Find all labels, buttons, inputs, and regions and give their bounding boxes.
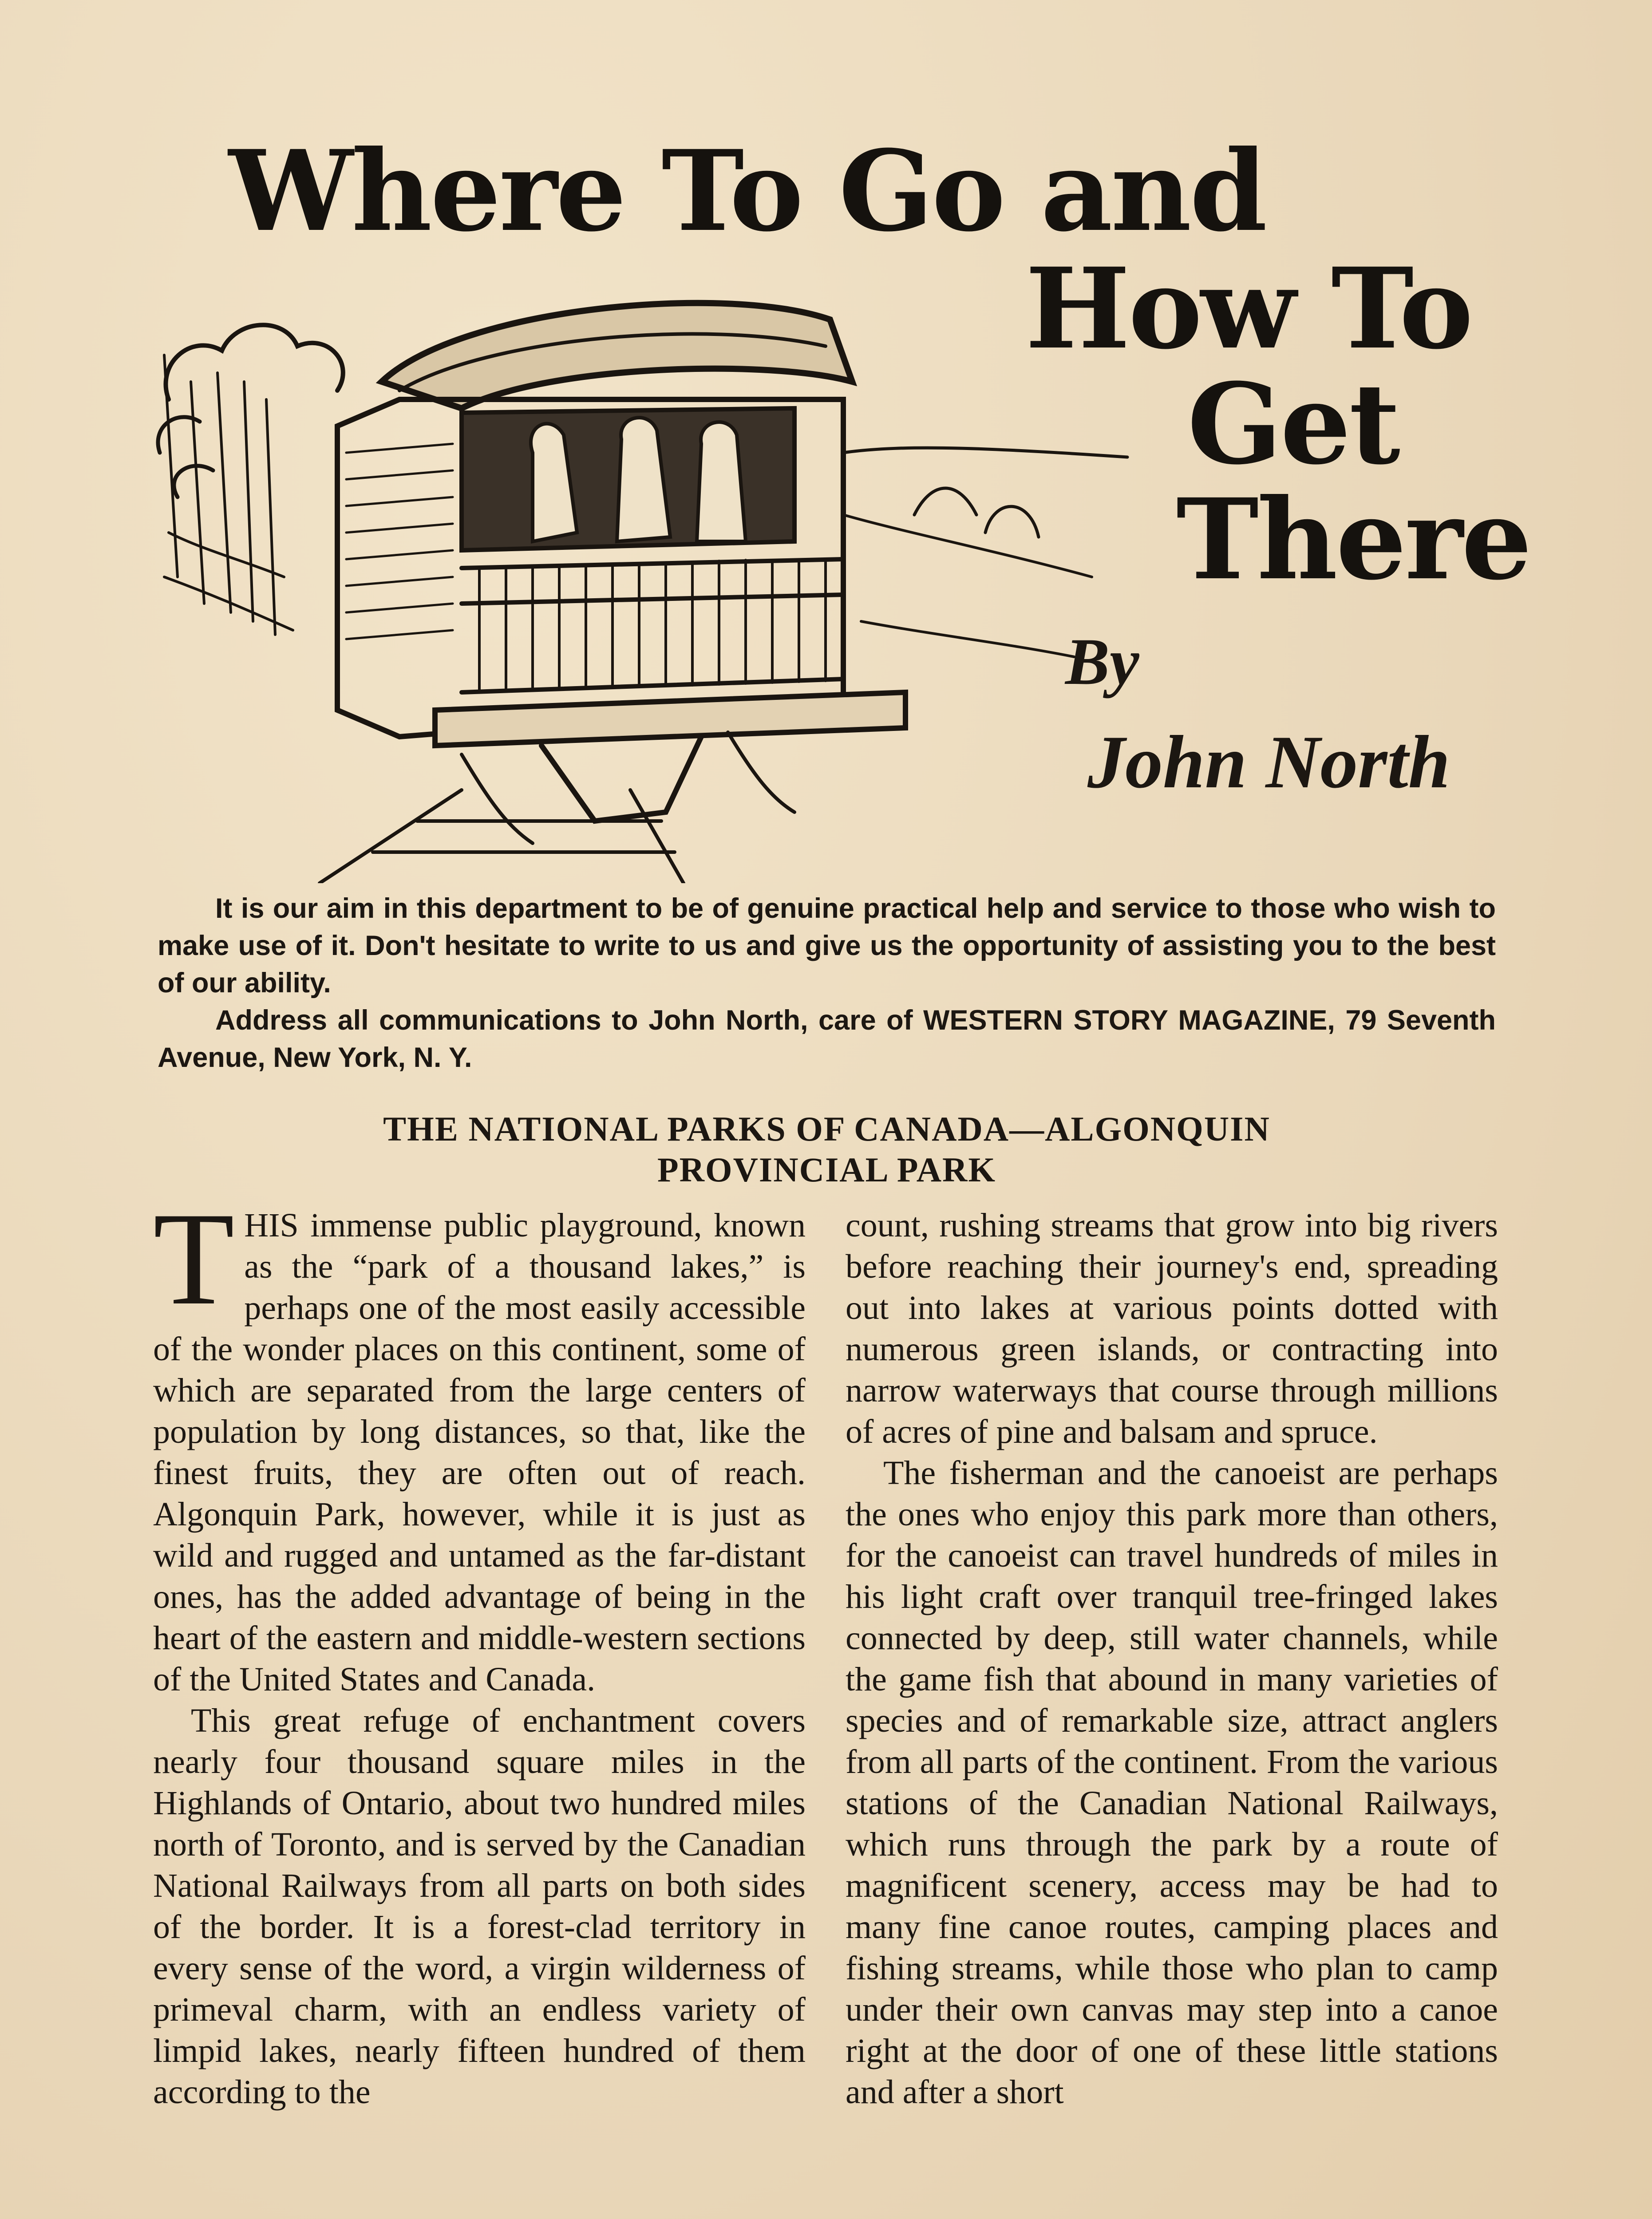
article-title-line-2: PROVINCIAL PARK	[657, 1150, 996, 1189]
article-paragraph-3: count, rushing streams that grow into big rivers before reaching their journey's end, spreading out into lakes at various points dotted with numerous green islands, or contracting into narrow waterways that course through millions of acres of pine and balsam and spruce.	[846, 1207, 1498, 1450]
article-paragraph-2: This great refuge of enchantment covers nearly four thousand square miles in the Highlands of Ontario, about two hundred miles north of Toronto, and is served by the Canadian National Railways from all parts on both sides of the border. It is a forest-clad territory in every sense of the word, a virgin wilderness of primeval charm, with an endless variety of limpid lakes, nearly fifteen hundred of them according to the	[153, 1702, 806, 2111]
byline: By	[1065, 625, 1139, 699]
article-title	[158, 1109, 1496, 1190]
title-line-2: How To	[1025, 243, 1472, 374]
article-paragraph-4: The fisherman and the canoeist are perhaps the ones who enjoy this park more than others, for the canoeist can travel hundreds of miles in his light craft over tranquil tree-fringed lakes connected by deep, still water channels, while the game fish that abound in many varieties of species and of remarkable size, attract anglers from all parts of the continent. From the various stations of the Canadian National Railways, which runs through the park by a route of magnificent scenery, access may be had to many fine canoe routes, camping places and fishing streams, while those who plan to camp under their own canvas may step into a canoe right at the door of one of these little stations and after a short	[846, 1454, 1498, 2111]
article-title-line-1: THE NATIONAL PARKS OF CANADA—ALGONQUIN	[383, 1110, 1270, 1148]
author-name: John North	[1087, 720, 1450, 804]
title-line-1: Where To Go and	[229, 126, 1266, 256]
intro-paragraph: It is our aim in this department to be of genuine practical help and service to those who wish to make use of it. Don't hesitate to write to us and give us the opportunity of assisting you to the best of our ability.	[158, 893, 1496, 999]
column-right	[846, 1205, 1498, 2113]
address-paragraph: Address all communications to John North, care of WESTERN STORY MAGAZINE, 79 Seventh Avenue, New York, N. Y.	[158, 1005, 1496, 1073]
column-left	[153, 1185, 806, 2113]
paragraph-1-text: HIS immense public playground, known as the “park of a thousand lakes,” is perhaps one of the most easily accessible of the wonder places on this continent, some of which are separated from the large centers of population by long distances, so that, like the finest fruits, they are often out of reach. Algonquin Park, however, while it is just as wild and rugged and untamed as the far-distant ones, has the added advantage of being in the heart of the eastern and middle-western sections of the United States and Canada.	[153, 1207, 806, 1698]
title-line-3: Get	[1187, 359, 1399, 489]
drop-cap: T	[153, 1185, 235, 1332]
article-paragraph-1	[153, 1185, 806, 1700]
train-car-illustration	[151, 266, 1154, 883]
title-line-4: There	[1176, 474, 1530, 604]
